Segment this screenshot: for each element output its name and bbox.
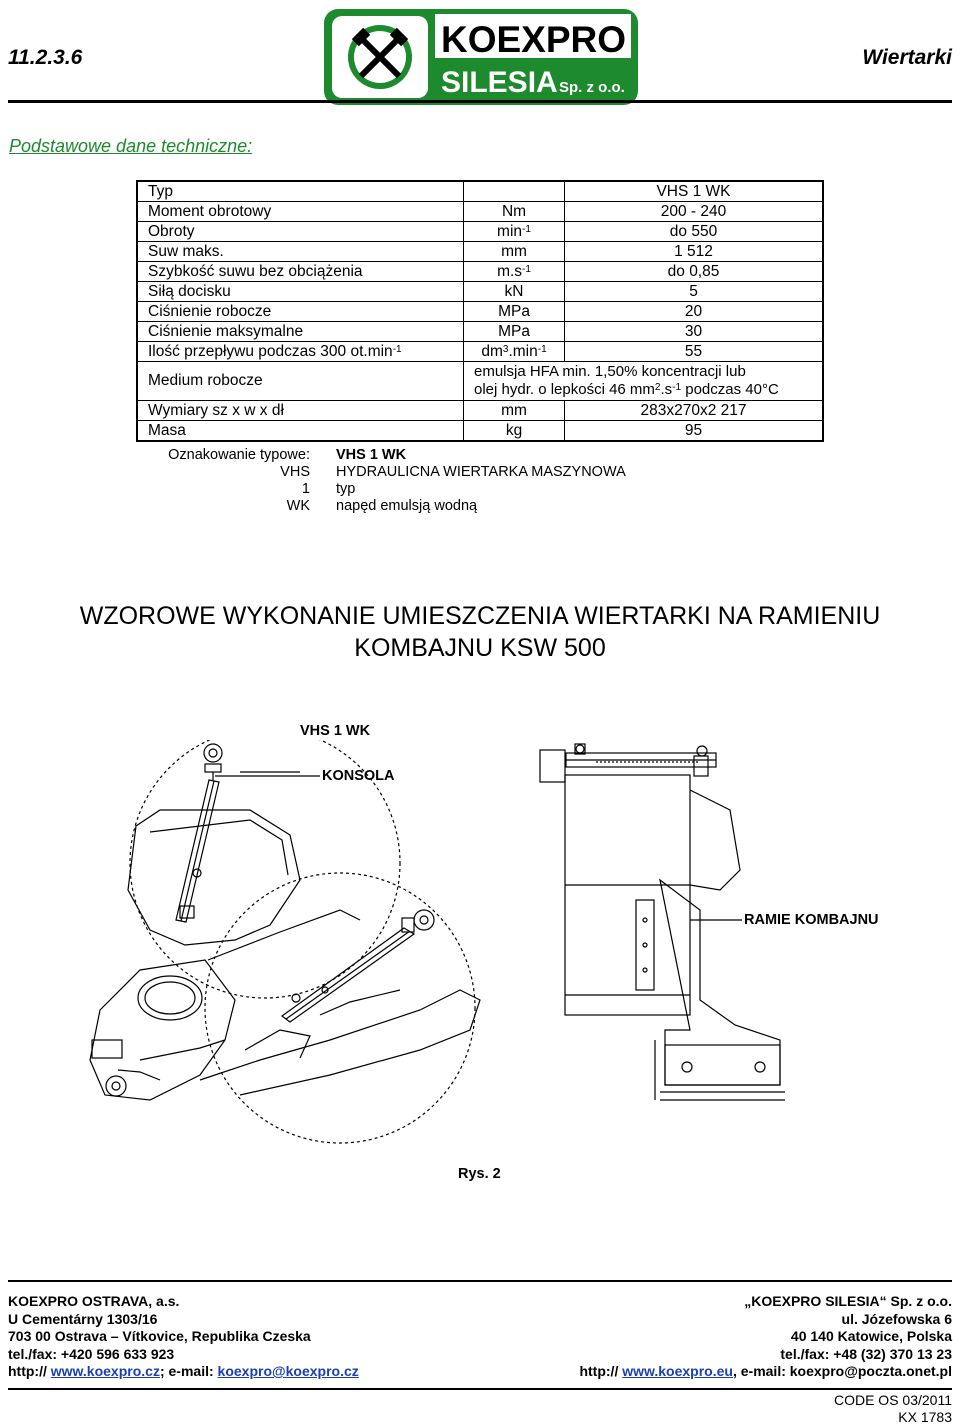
- marking-key: WK: [286, 498, 310, 514]
- page-title: Wiertarki: [862, 46, 952, 69]
- web-prefix: http://: [579, 1363, 623, 1379]
- table-cell: 55: [565, 342, 824, 362]
- unit-text: .min: [508, 342, 538, 360]
- footer-city: 40 140 Katowice, Polska: [790, 1328, 952, 1344]
- table-cell: Moment obrotowy: [137, 202, 464, 222]
- section-code: 11.2.3.6: [8, 46, 83, 69]
- table-row: [137, 302, 823, 322]
- table-row: [137, 262, 823, 282]
- console-label: KONSOLA: [322, 768, 395, 784]
- medium-superscript: -1: [672, 382, 682, 393]
- table-cell: 283x270x2 217: [565, 401, 824, 421]
- unit-superscript: -1: [522, 223, 531, 235]
- unit-text: MPa: [498, 302, 530, 320]
- table-row: [137, 202, 823, 222]
- marking-desc: typ: [336, 481, 356, 497]
- table-cell: [464, 302, 565, 322]
- footer-web-line: [8, 1363, 359, 1381]
- medium-superscript: 2: [654, 382, 661, 393]
- table-cell: 1 512: [565, 242, 824, 262]
- header-rule: [8, 100, 952, 103]
- main-heading-line1: WZOROWE WYKONANIE UMIESZCZENIA WIERTARKI NA RAMIENIU: [79, 602, 881, 630]
- table-row: [137, 322, 823, 342]
- unit-text: m.s: [497, 262, 523, 280]
- unit-superscript: 3: [502, 343, 509, 355]
- marking-label: Oznakowanie typowe:: [168, 447, 310, 463]
- table-cell: Siłą docisku: [137, 282, 464, 302]
- hammer-pick-icon: [348, 25, 412, 89]
- website-link[interactable]: www.koexpro.cz: [50, 1363, 160, 1379]
- dashed-circle: [205, 873, 475, 1143]
- logo-line2: SILESIA: [441, 66, 558, 99]
- table-cell: Wymiary sz x w x dł: [137, 401, 464, 421]
- unit-text: min: [497, 222, 523, 240]
- doc-code-line1: CODE OS 03/2011: [833, 1392, 952, 1408]
- table-row: [137, 222, 823, 242]
- dashed-circle: [130, 740, 400, 998]
- table-cell: mm: [464, 401, 565, 421]
- drill-center: [282, 910, 434, 1022]
- table-row: [137, 421, 823, 442]
- table-cell: kg: [464, 421, 565, 442]
- table-cell: [464, 362, 824, 401]
- marking-value: VHS 1 WK: [336, 447, 407, 463]
- table-cell: [464, 202, 565, 222]
- table-cell: Ciśnienie maksymalne: [137, 322, 464, 342]
- table-cell: do 0,85: [565, 262, 824, 282]
- unit-text: MPa: [498, 322, 530, 340]
- email-prefix: ; e-mail:: [159, 1363, 218, 1379]
- drill-left: [176, 744, 222, 922]
- unit-text: mm: [501, 242, 527, 260]
- table-cell: 5: [565, 282, 824, 302]
- web-prefix: http://: [8, 1363, 51, 1379]
- table-cell: [464, 181, 565, 202]
- unit-superscript: -1: [537, 343, 547, 355]
- table-row: [137, 242, 823, 262]
- param-superscript: -1: [392, 343, 402, 355]
- email-text[interactable]: koexpro@poczta.onet.pl: [789, 1363, 952, 1379]
- medium-line2-text: .s: [660, 381, 673, 398]
- footer-phone: tel./fax: +48 (32) 370 13 23: [780, 1345, 952, 1362]
- table-row: [137, 401, 823, 421]
- logo-suffix: Sp. z o.o.: [559, 79, 625, 96]
- table-row: [137, 362, 823, 401]
- table-cell: 95: [565, 421, 824, 442]
- footer-rule-bottom: [8, 1388, 952, 1390]
- footer-street: U Cementárny 1303/16: [8, 1310, 158, 1327]
- marking-key: VHS: [280, 464, 310, 480]
- spec-table: [136, 180, 824, 442]
- medium-line1: emulsja HFA min. 1,50% koncentracji lub: [474, 363, 746, 380]
- technical-drawing: [0, 740, 960, 1160]
- table-cell: do 550: [565, 222, 824, 242]
- footer-rule: [8, 1280, 952, 1282]
- website-link[interactable]: www.koexpro.eu: [622, 1363, 733, 1379]
- table-cell: 200 - 240: [565, 202, 824, 222]
- email-prefix: , e-mail:: [732, 1363, 790, 1379]
- unit-superscript: -1: [522, 263, 531, 275]
- drill-label: VHS 1 WK: [300, 723, 371, 739]
- footer-city: 703 00 Ostrava – Vítkovice, Republika Czeska: [8, 1328, 311, 1344]
- main-heading: [20, 600, 940, 664]
- footer-address-right: [579, 1293, 952, 1381]
- table-cell: Medium robocze: [137, 362, 464, 401]
- table-cell: Ciśnienie robocze: [137, 302, 464, 322]
- unit-text: Nm: [501, 202, 527, 220]
- main-heading-line2: KOMBAJNU KSW 500: [354, 634, 606, 662]
- unit-text: kN: [504, 282, 524, 300]
- table-cell: Masa: [137, 421, 464, 442]
- footer-company: „KOEXPRO SILESIA“ Sp. z o.o.: [744, 1293, 952, 1309]
- table-cell: [464, 262, 565, 282]
- table-cell: [464, 342, 565, 362]
- table-row: [137, 282, 823, 302]
- unit-text: dm: [481, 342, 503, 360]
- marking-desc: napęd emulsją wodną: [336, 498, 478, 514]
- marking-desc: HYDRAULICNA WIERTARKA MASZYNOWA: [336, 464, 626, 480]
- table-cell: [464, 222, 565, 242]
- table-cell: VHS 1 WK: [565, 181, 824, 202]
- figure-caption: Rys. 2: [458, 1166, 501, 1182]
- right-console: [540, 744, 785, 1100]
- footer-phone: tel./fax: +420 596 633 923: [8, 1345, 175, 1362]
- marking-key: 1: [301, 481, 310, 497]
- footer-company: KOEXPRO OSTRAVA, a.s.: [8, 1293, 180, 1309]
- medium-line2-text: olej hydr. o lepkości 46 mm: [474, 381, 655, 398]
- table-cell: Typ: [137, 181, 464, 202]
- company-logo: [323, 8, 639, 106]
- table-cell: Obroty: [137, 222, 464, 242]
- footer-address-left: [8, 1293, 359, 1381]
- document-code: [834, 1392, 952, 1426]
- email-link[interactable]: koexpro@koexpro.cz: [217, 1363, 359, 1379]
- table-cell: [137, 342, 464, 362]
- table-cell: [464, 322, 565, 342]
- footer-web-line: [579, 1363, 952, 1381]
- table-cell: [464, 282, 565, 302]
- table-cell: 30: [565, 322, 824, 342]
- param-text: Ilość przepływu podczas 300 ot.min: [148, 342, 393, 360]
- arm-label: RAMIE KOMBAJNU: [744, 912, 879, 928]
- table-cell: 20: [565, 302, 824, 322]
- left-console: [90, 810, 480, 1100]
- table-row: [137, 342, 823, 362]
- table-cell: Szybkość suwu bez obciążenia: [137, 262, 464, 282]
- section-heading: Podstawowe dane techniczne:: [9, 136, 253, 156]
- footer-street: ul. Józefowska 6: [841, 1310, 952, 1327]
- logo-line1: KOEXPRO: [441, 19, 627, 60]
- doc-code-line2: KX 1783: [898, 1409, 952, 1425]
- table-header-row: [137, 181, 823, 202]
- table-cell: [464, 242, 565, 262]
- table-cell: Suw maks.: [137, 242, 464, 262]
- medium-line2-text: podczas 40°C: [681, 381, 779, 398]
